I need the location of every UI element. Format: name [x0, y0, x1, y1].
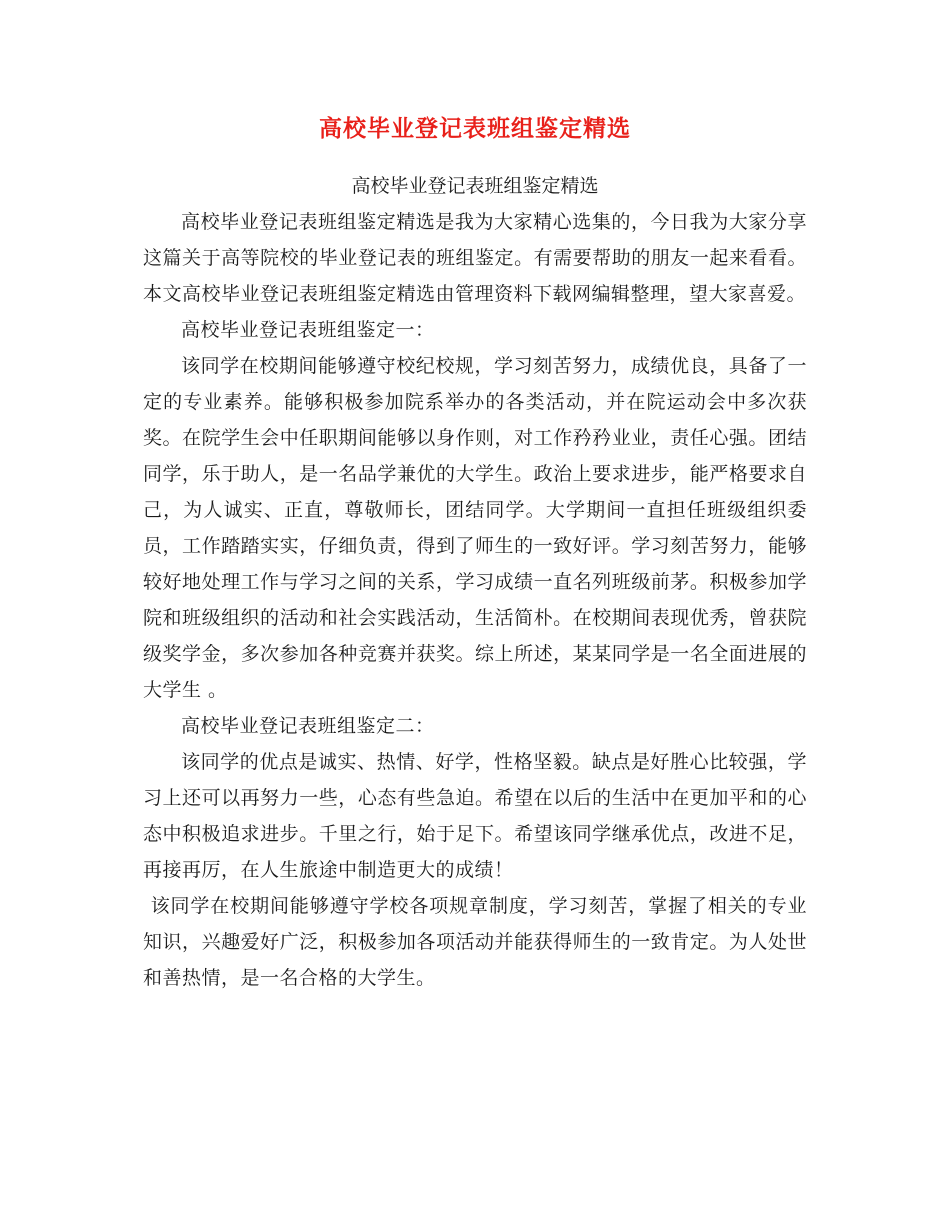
section-heading-one: 高校毕业登记表班组鉴定一： [181, 319, 435, 341]
document-subtitle: 高校毕业登记表班组鉴定精选 [351, 175, 599, 197]
appraisal-one-paragraph: 该同学在校期间能够遵守校纪校规，学习刻苦努力，成绩优良，具备了一定的专业素养。能够积极参加院系举办的各类活动，并在院运动会中多次获奖。在院学生会中任职期间能够以身作则，对工作矜矜业业，责任心强。团结同学，乐于助人，是一名品学兼优的大学生。政治上要求进步，能严格要求自己，为人诚实、正直，尊敬师长，团结同学。大学期间一直担任班级组织委员，工作踏踏实实，仔细负责，得到了师生的一致好评。学习刻苦努力，能够较好地处理工作与学习之间的关系，学习成绩一直名列班级前茅。积极参加学院和班级组织的活动和社会实践活动，生活简朴。在校期间表现优秀，曾获院级奖学金，多次参加各种竞赛并获奖。综上所述，某某同学是一名全面进展的大学生 。 [143, 355, 807, 701]
appraisal-two-paragraph: 该同学的优点是诚实、热情、好学，性格坚毅。缺点是好胜心比较强，学习上还可以再努力一些，心态有些急迫。希望在以后的生活中在更加平和的心态中积极追求进步。千里之行，始于足下。希望该同学继承优点，改进不足，再接再厉，在人生旅途中制造更大的成绩！ [143, 751, 807, 881]
intro-paragraph: 高校毕业登记表班组鉴定精选是我为大家精心选集的，今日我为大家分享这篇关于高等院校的毕业登记表的班组鉴定。有需要帮助的朋友一起来看看。本文高校毕业登记表班组鉴定精选由管理资料下载网编辑整理，望大家喜爱。 [143, 211, 807, 305]
section-heading-two: 高校毕业登记表班组鉴定二： [181, 715, 435, 737]
appraisal-two-extra-paragraph: 该同学在校期间能够遵守学校各项规章制度，学习刻苦，掌握了相关的专业知识，兴趣爱好广泛，积极参加各项活动并能获得师生的一致肯定。为人处世和善热情，是一名合格的大学生。 [143, 895, 807, 989]
document-body [143, 168, 807, 996]
document-title: 高校毕业登记表班组鉴定精选 [319, 115, 631, 142]
